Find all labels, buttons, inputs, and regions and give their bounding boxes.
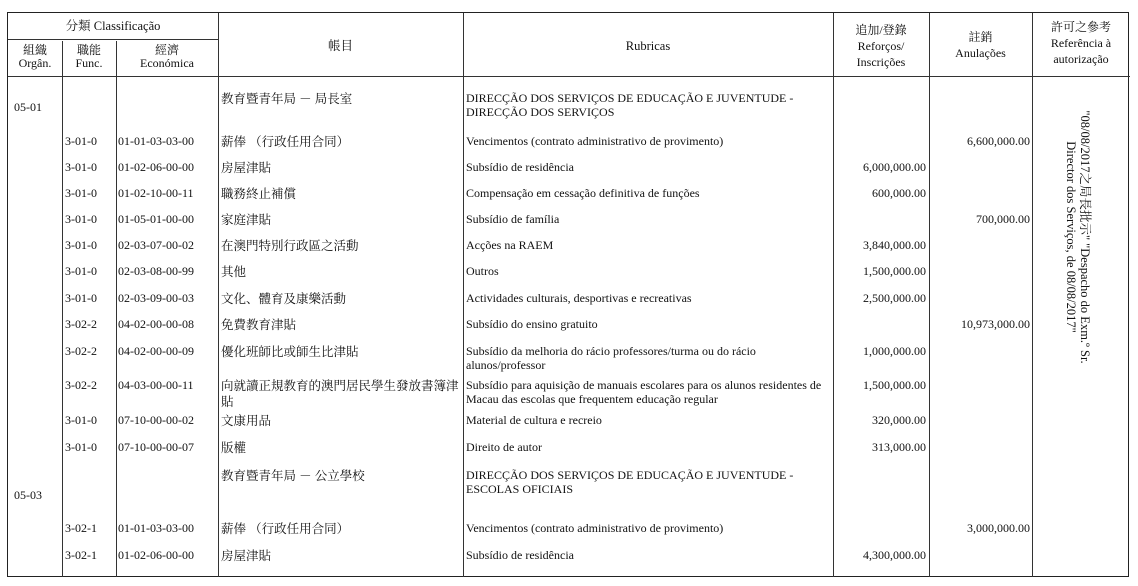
reforco-amount: 1,500,000.00 bbox=[863, 264, 926, 278]
func-code: 3-01-0 bbox=[65, 212, 97, 226]
func-code: 3-01-0 bbox=[65, 134, 97, 148]
classification-header: 分類 Classificação bbox=[65, 19, 161, 33]
rubrica-pt: Material de cultura e recreio bbox=[466, 413, 602, 427]
economic-code: 02-03-07-00-02 bbox=[118, 238, 194, 252]
reforco-amount: 3,840,000.00 bbox=[863, 238, 926, 252]
func-code: 3-01-0 bbox=[65, 186, 97, 200]
economic-code: 01-05-01-00-00 bbox=[118, 212, 194, 226]
rubrica-pt: Subsídio para aquisição de manuais escolares para os alunos residentes de Macau das escolas que frequentem educação regular bbox=[466, 378, 822, 406]
func-code: 3-01-0 bbox=[65, 264, 97, 278]
rubrica-pt: DIRECÇÃO DOS SERVIÇOS DE EDUCAÇÃO E JUVENTUDE - DIRECÇÃO DOS SERVIÇOS bbox=[466, 91, 794, 119]
economic-code: 01-02-10-00-11 bbox=[118, 186, 194, 200]
referencia-header: 許可之參考 Referência à autorização bbox=[1050, 20, 1112, 66]
economic-header: 經濟 Económica bbox=[140, 43, 194, 70]
account-cn: 文化、體育及康樂活動 bbox=[221, 292, 347, 306]
account-cn: 薪俸 （行政任用合同） bbox=[221, 135, 350, 149]
economic-code: 01-02-06-00-00 bbox=[118, 548, 194, 562]
reforco-amount: 1,500,000.00 bbox=[863, 378, 926, 392]
func-code: 3-02-1 bbox=[65, 548, 97, 562]
account-cn: 其他 bbox=[221, 265, 247, 279]
anulacao-amount: 3,000,000.00 bbox=[967, 521, 1030, 535]
budget-table bbox=[7, 12, 1129, 577]
economic-code: 01-01-03-03-00 bbox=[118, 521, 194, 535]
account-cn: 文康用品 bbox=[221, 414, 272, 428]
account-cn: 房屋津貼 bbox=[221, 161, 272, 175]
anulacao-amount: 700,000.00 bbox=[976, 212, 1030, 226]
account-cn-header: 帳目 bbox=[327, 39, 353, 53]
economic-code: 07-10-00-00-02 bbox=[118, 413, 194, 427]
func-code: 3-02-2 bbox=[65, 344, 97, 358]
economic-code: 04-02-00-00-08 bbox=[118, 317, 194, 331]
rubrica-pt: Direito de autor bbox=[466, 440, 542, 454]
func-code: 3-01-0 bbox=[65, 440, 97, 454]
economic-code: 01-01-03-03-00 bbox=[118, 134, 194, 148]
rubrica-pt: Subsídio do ensino gratuito bbox=[466, 317, 598, 331]
account-cn: 薪俸 （行政任用合同） bbox=[221, 522, 350, 536]
rubrica-pt: DIRECÇÃO DOS SERVIÇOS DE EDUCAÇÃO E JUVENTUDE - ESCOLAS OFICIAIS bbox=[466, 468, 794, 496]
economic-code: 07-10-00-00-07 bbox=[118, 440, 194, 454]
economic-code: 02-03-09-00-03 bbox=[118, 291, 194, 305]
func-code: 3-02-2 bbox=[65, 378, 97, 392]
rubricas-header: Rubricas bbox=[625, 39, 671, 53]
func-code: 3-01-0 bbox=[65, 413, 97, 427]
account-cn: 向就讀正規教育的澳門居民學生發放書簿津貼 bbox=[221, 379, 459, 409]
reforco-amount: 4,300,000.00 bbox=[863, 548, 926, 562]
organ-code: 05-01 bbox=[14, 100, 42, 114]
func-code: 3-01-0 bbox=[65, 291, 97, 305]
account-cn: 家庭津貼 bbox=[221, 213, 272, 227]
economic-code: 01-02-06-00-00 bbox=[118, 160, 194, 174]
anulacoes-header: 註銷 Anulações bbox=[955, 30, 1006, 60]
rubrica-pt: Subsídio da melhoria do rácio professores/turma ou do rácio alunos/professor bbox=[466, 344, 756, 372]
reforco-amount: 313,000.00 bbox=[872, 440, 926, 454]
account-cn: 優化班師比或師生比津貼 bbox=[221, 345, 359, 359]
authorization-reference: "08/08/2017之局長批示" "Despacho do Exm.º Sr. Director dos Serviços, de 08/08/2017" bbox=[1064, 110, 1092, 364]
reforco-amount: 1,000,000.00 bbox=[863, 344, 926, 358]
rubrica-pt: Subsídio de família bbox=[466, 212, 560, 226]
func-code: 3-02-1 bbox=[65, 521, 97, 535]
anulacao-amount: 6,600,000.00 bbox=[967, 134, 1030, 148]
rubrica-pt: Subsídio de residência bbox=[466, 160, 574, 174]
account-cn: 在澳門特別行政區之活動 bbox=[221, 239, 359, 253]
account-cn: 版權 bbox=[221, 441, 247, 455]
rubrica-pt: Vencimentos (contrato administrativo de provimento) bbox=[466, 521, 724, 535]
rubrica-pt: Subsídio de residência bbox=[466, 548, 574, 562]
func-code: 3-01-0 bbox=[65, 160, 97, 174]
func-code: 3-01-0 bbox=[65, 238, 97, 252]
func-code: 3-02-2 bbox=[65, 317, 97, 331]
rubrica-pt: Vencimentos (contrato administrativo de provimento) bbox=[466, 134, 724, 148]
rubrica-pt: Outros bbox=[466, 264, 499, 278]
rubrica-pt: Acções na RAEM bbox=[466, 238, 554, 252]
anulacao-amount: 10,973,000.00 bbox=[961, 317, 1030, 331]
reforco-amount: 6,000,000.00 bbox=[863, 160, 926, 174]
reforco-amount: 2,500,000.00 bbox=[863, 291, 926, 305]
account-cn: 職務終止補償 bbox=[221, 187, 297, 201]
reforcos-header: 追加/登錄 Reforços/ Inscrições bbox=[855, 23, 907, 69]
reforco-amount: 320,000.00 bbox=[872, 413, 926, 427]
reforco-amount: 600,000.00 bbox=[872, 186, 926, 200]
organ-code: 05-03 bbox=[14, 488, 42, 502]
account-cn: 教育暨青年局 － 局長室 bbox=[221, 92, 353, 106]
economic-code: 04-03-00-00-11 bbox=[118, 378, 194, 392]
organ-header: 組織 Orgân. bbox=[18, 43, 52, 70]
rubrica-pt: Actividades culturais, desportivas e recreativas bbox=[466, 291, 692, 305]
account-cn: 房屋津貼 bbox=[221, 549, 272, 563]
rubrica-pt: Compensação em cessação definitiva de funções bbox=[466, 186, 700, 200]
func-header: 職能 Func. bbox=[75, 43, 103, 70]
economic-code: 04-02-00-00-09 bbox=[118, 344, 194, 358]
economic-code: 02-03-08-00-99 bbox=[118, 264, 194, 278]
account-cn: 教育暨青年局 － 公立學校 bbox=[221, 469, 365, 483]
account-cn: 免費教育津貼 bbox=[221, 318, 297, 332]
